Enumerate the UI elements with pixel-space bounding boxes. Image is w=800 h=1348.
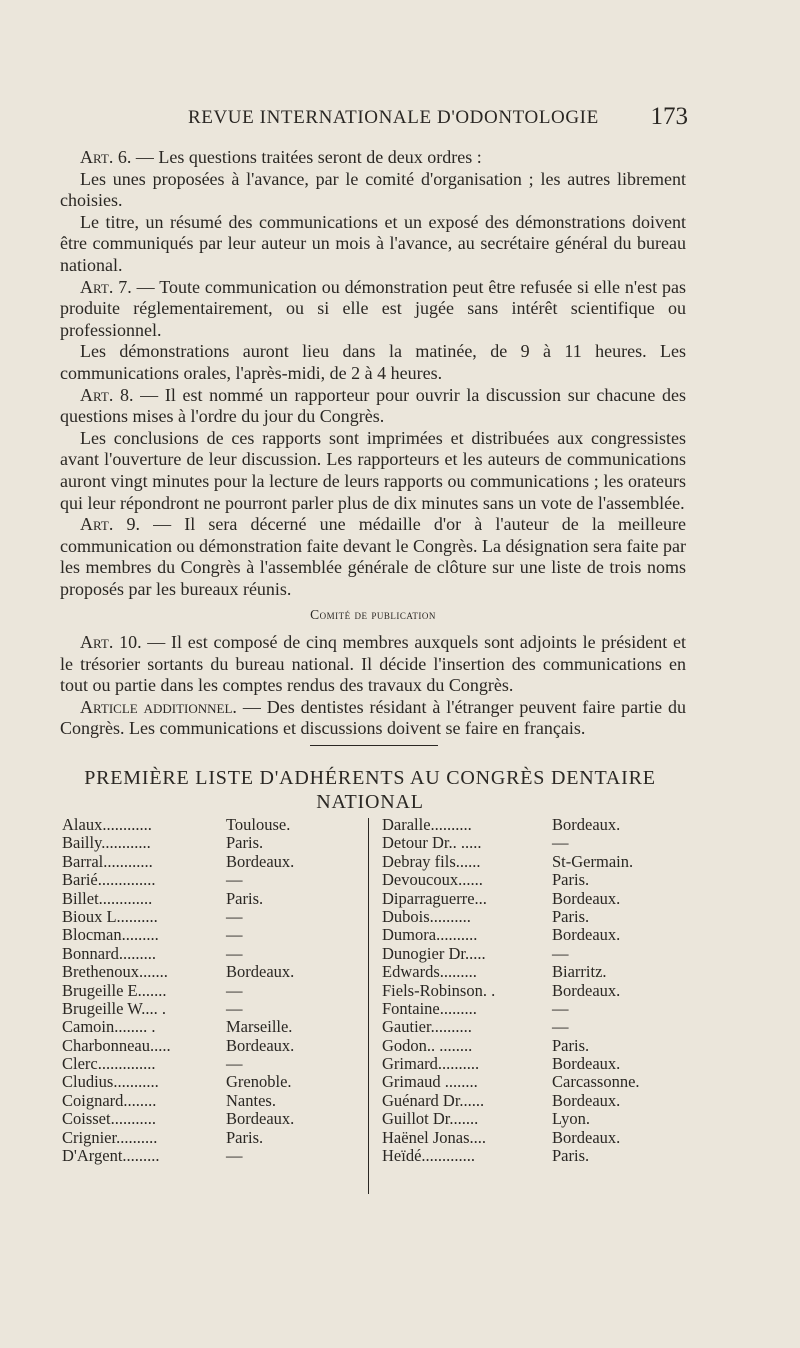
article-label: Art. 6. <box>80 147 132 167</box>
member-row <box>382 1055 682 1073</box>
member-name: Dubois.......... <box>382 906 471 926</box>
paragraph-text: Le titre, un résumé des communications et un exposé des démonstrations doivent être communiqués par leur auteur un mois à l'avance, au secrétaire général du bureau national. <box>60 211 686 275</box>
article-label: Art. 7. <box>80 276 132 297</box>
member-city: Bordeaux. <box>552 980 621 1000</box>
member-name: Bonnard......... <box>62 943 156 963</box>
member-city: Lyon. <box>552 1109 591 1129</box>
member-city: Bordeaux. <box>552 815 621 834</box>
member-row <box>62 1110 352 1128</box>
paragraph <box>60 385 686 428</box>
member-row <box>382 834 682 852</box>
member-name: Diparraguerre... <box>382 888 487 908</box>
member-name: Debray fils...... <box>382 851 481 871</box>
member-row <box>382 1110 682 1128</box>
member-row <box>382 853 682 871</box>
member-row <box>62 963 352 981</box>
member-city: Paris. <box>552 1035 590 1055</box>
member-city: Toulouse. <box>226 815 291 834</box>
member-city: Biarritz. <box>552 962 607 982</box>
member-name: Guillot Dr....... <box>382 1109 479 1129</box>
article-label: Art. 10. <box>80 632 142 653</box>
member-name: Fiels-Robinson. . <box>382 980 496 1000</box>
member-name: Bioux L.......... <box>62 906 158 926</box>
members-column-right <box>382 816 682 1165</box>
member-row <box>382 1018 682 1036</box>
member-city: — <box>226 1054 243 1074</box>
member-name: Barié.............. <box>62 870 156 890</box>
paragraph-text: — Il est nommé un rapporteur pour ouvrir la discussion sur chacune des questions mises à l'ordre du jour du Congrès. <box>60 384 686 427</box>
member-row <box>62 1018 352 1036</box>
member-city: Nantes. <box>226 1090 276 1110</box>
separator-rule <box>310 745 438 746</box>
column-divider <box>368 818 369 1194</box>
member-city: St-Germain. <box>552 851 634 871</box>
articles-text <box>60 147 686 740</box>
paragraph-text: — Toute communication ou démonstration peut être refusée si elle n'est pas produite réglementairement, ou si elle est jugée sans intérêt scientifique ou professionnel. <box>60 276 686 340</box>
member-name: Cludius........... <box>62 1072 159 1092</box>
member-name: Gautier.......... <box>382 1017 472 1037</box>
section-heading: Comité de publication <box>310 607 436 623</box>
member-city: — <box>226 870 243 890</box>
member-row <box>62 834 352 852</box>
member-name: Coignard........ <box>62 1090 157 1110</box>
paragraph <box>60 428 686 514</box>
member-row <box>62 908 352 926</box>
member-row <box>382 1092 682 1110</box>
member-list-title: PREMIÈRE LISTE D'ADHÉRENTS AU CONGRÈS DENTAIRE NATIONAL <box>84 767 656 813</box>
member-name: Grimard.......... <box>382 1054 480 1074</box>
member-name: Dunogier Dr..... <box>382 943 486 963</box>
member-name: Camoin........ . <box>62 1017 156 1037</box>
member-city: Bordeaux. <box>552 925 621 945</box>
member-row <box>62 871 352 889</box>
member-city: Bordeaux. <box>552 1127 621 1147</box>
paragraph <box>60 277 686 342</box>
paragraph-text: — Les questions traitées seront de deux ordres : <box>131 147 482 167</box>
member-name: Brugeille E....... <box>62 980 167 1000</box>
member-name: D'Argent......... <box>62 1146 160 1166</box>
running-header <box>60 103 688 135</box>
member-name: Edwards......... <box>382 962 477 982</box>
member-row <box>382 1147 682 1165</box>
member-city: Bordeaux. <box>552 1054 621 1074</box>
paragraph-text: Les démonstrations auront lieu dans la matinée, de 9 à 11 heures. Les communications orales, l'après-midi, de 2 à 4 heures. <box>60 341 686 383</box>
member-name: Heïdé............. <box>382 1146 476 1166</box>
paragraph <box>60 212 686 277</box>
member-name: Charbonneau..... <box>62 1035 171 1055</box>
member-city: — <box>552 1017 569 1037</box>
page-number: 173 <box>650 103 688 130</box>
member-city: Carcassonne. <box>552 1072 640 1092</box>
paragraph-text: — Il est composé de cinq membres auxquels sont adjoints le président et le trésorier sortants du bureau national. Il décide l'insertion des communications en tout ou partie dans les comptes rendus des travaux du Congrès. <box>60 632 686 696</box>
member-row <box>62 1129 352 1147</box>
member-name: Detour Dr.. ..... <box>382 833 482 853</box>
member-name: Coisset........... <box>62 1109 156 1129</box>
member-name: Billet............. <box>62 888 153 908</box>
member-city: Bordeaux. <box>226 1035 295 1055</box>
article-label: Article additionnel. <box>80 696 237 717</box>
member-row <box>382 982 682 1000</box>
member-name: Devoucoux...... <box>382 870 483 890</box>
member-row <box>62 982 352 1000</box>
member-city: Bordeaux. <box>552 888 621 908</box>
member-city: Paris. <box>226 888 264 908</box>
member-name: Crignier.......... <box>62 1127 158 1147</box>
member-name: Alaux............ <box>62 815 152 834</box>
member-city: Paris. <box>226 833 264 853</box>
member-row <box>62 1073 352 1091</box>
member-name: Clerc.............. <box>62 1054 156 1074</box>
member-row <box>62 1000 352 1018</box>
member-name: Dumora.......... <box>382 925 478 945</box>
members-column-left <box>62 816 352 1165</box>
member-city: Bordeaux. <box>226 1109 295 1129</box>
member-row <box>62 945 352 963</box>
member-city: — <box>226 998 243 1018</box>
paragraph <box>60 514 686 600</box>
member-row <box>382 908 682 926</box>
article-label: Art. 9. <box>80 514 140 535</box>
paragraph-text: — Des dentistes résidant à l'étranger peuvent faire partie du Congrès. Les communications et discussions doivent se faire en français. <box>60 696 686 739</box>
member-row <box>382 926 682 944</box>
member-row <box>62 1147 352 1165</box>
journal-title: REVUE INTERNATIONALE D'ODONTOLOGIE <box>188 107 599 128</box>
member-city: — <box>226 925 243 945</box>
member-city: — <box>552 943 569 963</box>
member-name: Haënel Jonas.... <box>382 1127 487 1147</box>
member-row <box>382 890 682 908</box>
paragraph <box>60 147 686 169</box>
member-city: Paris. <box>552 870 590 890</box>
member-name: Bailly............ <box>62 833 151 853</box>
article-label: Art. 8. <box>80 384 134 405</box>
member-city: Paris. <box>226 1127 264 1147</box>
member-row <box>62 853 352 871</box>
member-city: Bordeaux. <box>552 1090 621 1110</box>
member-city: Marseille. <box>226 1017 293 1037</box>
member-row <box>62 1055 352 1073</box>
paragraph-text: Les conclusions de ces rapports sont imprimées et distribuées aux congressistes avant l'ouverture de leur discussion. Les rapporteurs et les auteurs de communications auront vingt minutes pour la lecture de leurs rapports ou communications ; les orateurs qui leur répondront ne pourront parler plus de dix minutes sans un vote de l'assemblée. <box>60 427 686 513</box>
member-row <box>62 1092 352 1110</box>
member-city: Paris. <box>552 1146 590 1166</box>
member-name: Blocman......... <box>62 925 159 945</box>
paragraph <box>60 341 686 384</box>
member-city: — <box>226 943 243 963</box>
member-city: Paris. <box>552 906 590 926</box>
member-row <box>382 816 682 834</box>
member-city: Grenoble. <box>226 1072 292 1092</box>
member-row <box>382 871 682 889</box>
paragraph-text: — Il sera décerné une médaille d'or à l'auteur de la meilleure communication ou démonstration faite devant le Congrès. La désignation sera faite par les membres du Congrès à l'assemblée générale de clôture sur une liste de trois noms proposés par les bureaux réunis. <box>60 514 686 599</box>
member-city: Bordeaux. <box>226 962 295 982</box>
member-name: Grimaud ........ <box>382 1072 478 1092</box>
member-row <box>382 963 682 981</box>
member-row <box>62 890 352 908</box>
member-city: — <box>226 980 243 1000</box>
member-name: Fontaine......... <box>382 998 477 1018</box>
member-row <box>62 1037 352 1055</box>
member-row <box>382 1129 682 1147</box>
member-name: Brethenoux....... <box>62 962 168 982</box>
member-row <box>382 945 682 963</box>
member-name: Daralle.......... <box>382 815 472 834</box>
member-city: — <box>552 833 569 853</box>
member-city: — <box>226 1146 243 1166</box>
member-row <box>382 1073 682 1091</box>
paragraph-text: Les unes proposées à l'avance, par le comité d'organisation ; les autres librement choisies. <box>60 168 686 211</box>
member-city: — <box>552 998 569 1018</box>
paragraph <box>60 169 686 212</box>
member-name: Barral............ <box>62 851 153 871</box>
member-row <box>382 1037 682 1055</box>
member-name: Godon.. ........ <box>382 1035 473 1055</box>
member-row <box>62 816 352 834</box>
member-city: — <box>226 906 243 926</box>
member-row <box>382 1000 682 1018</box>
paragraph <box>60 632 686 697</box>
member-name: Brugeille W.... . <box>62 998 167 1018</box>
member-city: Bordeaux. <box>226 851 295 871</box>
member-name: Guénard Dr...... <box>382 1090 485 1110</box>
member-row <box>62 926 352 944</box>
paragraph <box>60 697 686 740</box>
